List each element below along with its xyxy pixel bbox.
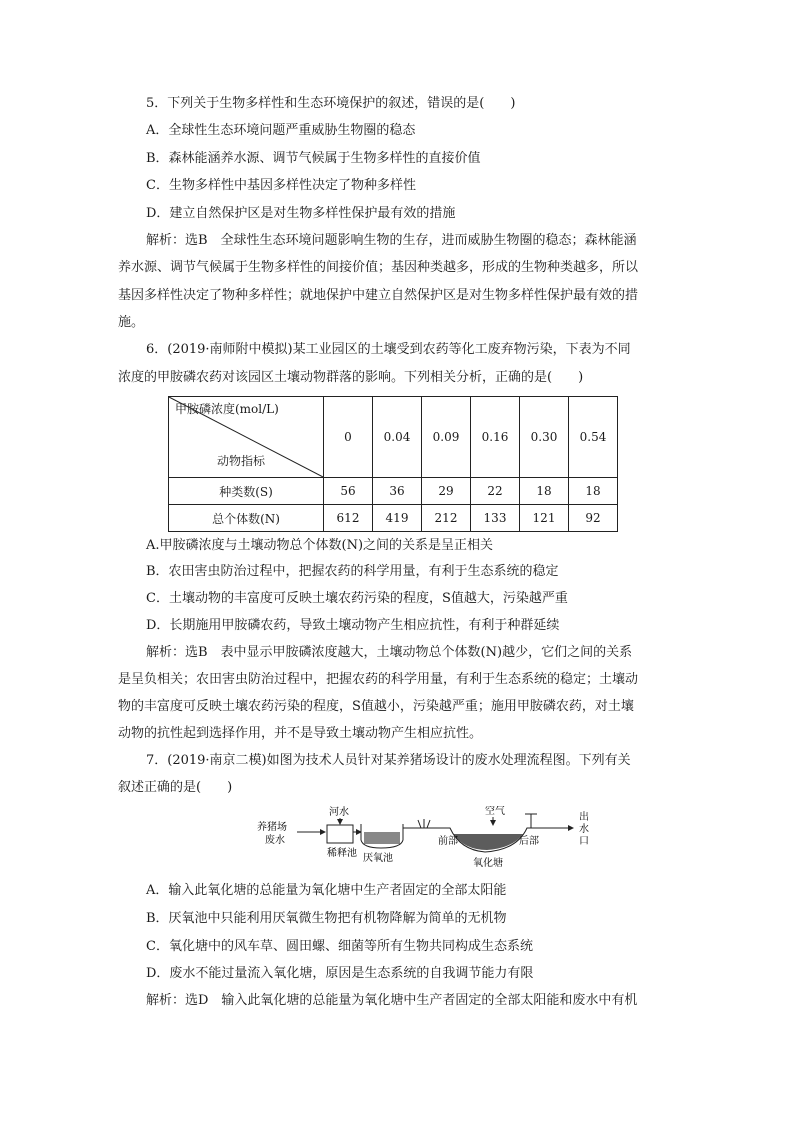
q5-stem: 5．下列关于生物多样性和生态环境保护的叙述，错误的是( ): [146, 96, 516, 111]
aerator-icon: [525, 814, 537, 828]
table-cell: 92: [569, 505, 618, 532]
q5-option-d: D．建立自然保护区是对生物多样性保护最有效的措施: [146, 206, 456, 221]
q7-stem-line: 7．(2019·南京二模)如图为技术人员针对某养猪场设计的废水处理流程图。下列有关: [146, 753, 631, 768]
plant-icon: [418, 819, 430, 828]
concentration-cell: 0.54: [569, 397, 618, 478]
dilution-tank-shape: [327, 825, 353, 843]
table-cell: 22: [471, 478, 520, 505]
table-cell: 56: [324, 478, 373, 505]
table-cell: 29: [422, 478, 471, 505]
q7-option-c: C．氧化塘中的风车草、圆田螺、细菌等所有生物共同构成生态系统: [146, 939, 533, 954]
oxidation-label: 氧化塘: [473, 858, 503, 869]
q6-option-d: D．长期施用甲胺磷农药，导致土壤动物产生相应抗性，有利于种群延续: [146, 618, 560, 633]
rear-label: 后部: [519, 836, 539, 847]
q5-analysis-line: 施。: [118, 315, 145, 330]
table-cell: 18: [569, 478, 618, 505]
concentration-cell: 0.16: [471, 397, 520, 478]
q6-analysis-line: 动物的抗性起到选择作用，并不是导致土壤动物产生相应抗性。: [118, 726, 483, 741]
table-cell: 121: [520, 505, 569, 532]
outlet-label: 口: [579, 836, 589, 847]
q7-option-b: B．厌氧池中只能利用厌氧微生物把有机物降解为简单的无机物: [146, 911, 507, 926]
dilution-label: 稀释池: [327, 848, 357, 859]
table-corner-cell: [169, 397, 324, 478]
row-label: 总个体数(N): [169, 505, 324, 532]
q6-analysis-line: 解析：选B 表中显示甲胺磷浓度越大，土壤动物总个体数(N)越少，它们之间的关系: [146, 645, 633, 660]
concentration-cell: 0.04: [373, 397, 422, 478]
table-cell: 36: [373, 478, 422, 505]
table-row: [169, 505, 618, 532]
anaerobic-label: 厌氧池: [363, 853, 393, 864]
source-label: 养猪场: [257, 822, 287, 833]
q6-option-b: B．农田害虫防治过程中，把握农药的科学用量，有利于生态系统的稳定: [146, 564, 559, 579]
air-label: 空气: [485, 806, 505, 817]
q6-option-a: A.甲胺磷浓度与土壤动物总个体数(N)之间的关系是呈正相关: [146, 538, 494, 553]
corner-bottom-label: 动物指标: [217, 454, 266, 468]
q6-stem-line: 6．(2019·南师附中模拟)某工业园区的土壤受到农药等化工废弃物污染，下表为不同: [146, 342, 631, 357]
river-label: 河水: [329, 807, 349, 818]
q7-stem-line: 叙述正确的是( ): [118, 780, 233, 795]
row-label: 种类数(S): [169, 478, 324, 505]
outlet-label: 水: [579, 824, 589, 835]
table-row: [169, 478, 618, 505]
pesticide-table: [168, 396, 618, 532]
table-header-row: [169, 397, 618, 478]
q7-analysis-line: 解析：选D 输入此氧化塘的总能量为氧化塘中生产者固定的全部太阳能和废水中有机: [146, 993, 638, 1008]
concentration-cell: 0.30: [520, 397, 569, 478]
table-cell: 18: [520, 478, 569, 505]
q5-option-a: A．全球性生态环境问题严重威胁生物圈的稳态: [146, 123, 416, 138]
q5-analysis-line: 养水源、调节气候属于生物多样性的间接价值；基因种类越多，形成的生物种类越多，所以: [118, 260, 639, 275]
outlet-label: 出: [579, 812, 589, 823]
q5-analysis-line: 解析：选B 全球性生态环境问题影响生物的生存，进而威胁生物圈的稳态；森林能涵: [146, 233, 637, 248]
concentration-cell: 0: [324, 397, 373, 478]
q6-analysis-line: 物的丰富度可反映土壤农药污染的程度，S值越小，污染越严重；施用甲胺磷农药，对土壤: [118, 699, 634, 714]
table-cell: 133: [471, 505, 520, 532]
q6-option-c: C．土壤动物的丰富度可反映土壤农药污染的程度，S值越大，污染越严重: [146, 591, 568, 606]
q5-analysis-line: 基因多样性决定了物种多样性；就地保护中建立自然保护区是对生物多样性保护最有效的措: [118, 288, 639, 303]
q5-option-c: C．生物多样性中基因多样性决定了物种多样性: [146, 178, 416, 193]
q7-option-d: D．废水不能过量流入氧化塘，原因是生态系统的自我调节能力有限: [146, 966, 534, 981]
q6-analysis-line: 是呈负相关；农田害虫防治过程中，把握农药的科学用量，有利于生态系统的稳定；土壤动: [118, 672, 639, 687]
corner-top-label: 甲胺磷浓度(mol/L): [175, 402, 279, 416]
source-label: 废水: [265, 835, 285, 846]
table-cell: 419: [373, 505, 422, 532]
q6-stem-line: 浓度的甲胺磷农药对该园区土壤动物群落的影响。下列相关分析，正确的是( ): [118, 370, 584, 385]
table-cell: 212: [422, 505, 471, 532]
anaerobic-sludge: [364, 832, 400, 844]
concentration-cell: 0.09: [422, 397, 471, 478]
front-label: 前部: [438, 836, 458, 847]
wastewater-flow-diagram: [255, 806, 595, 878]
q7-option-a: A．输入此氧化塘的总能量为氧化塘中生产者固定的全部太阳能: [146, 883, 507, 898]
table-cell: 612: [324, 505, 373, 532]
q5-option-b: B．森林能涵养水源、调节气候属于生物多样性的直接价值: [146, 151, 481, 166]
pond-bottom-sediment: [453, 834, 523, 850]
